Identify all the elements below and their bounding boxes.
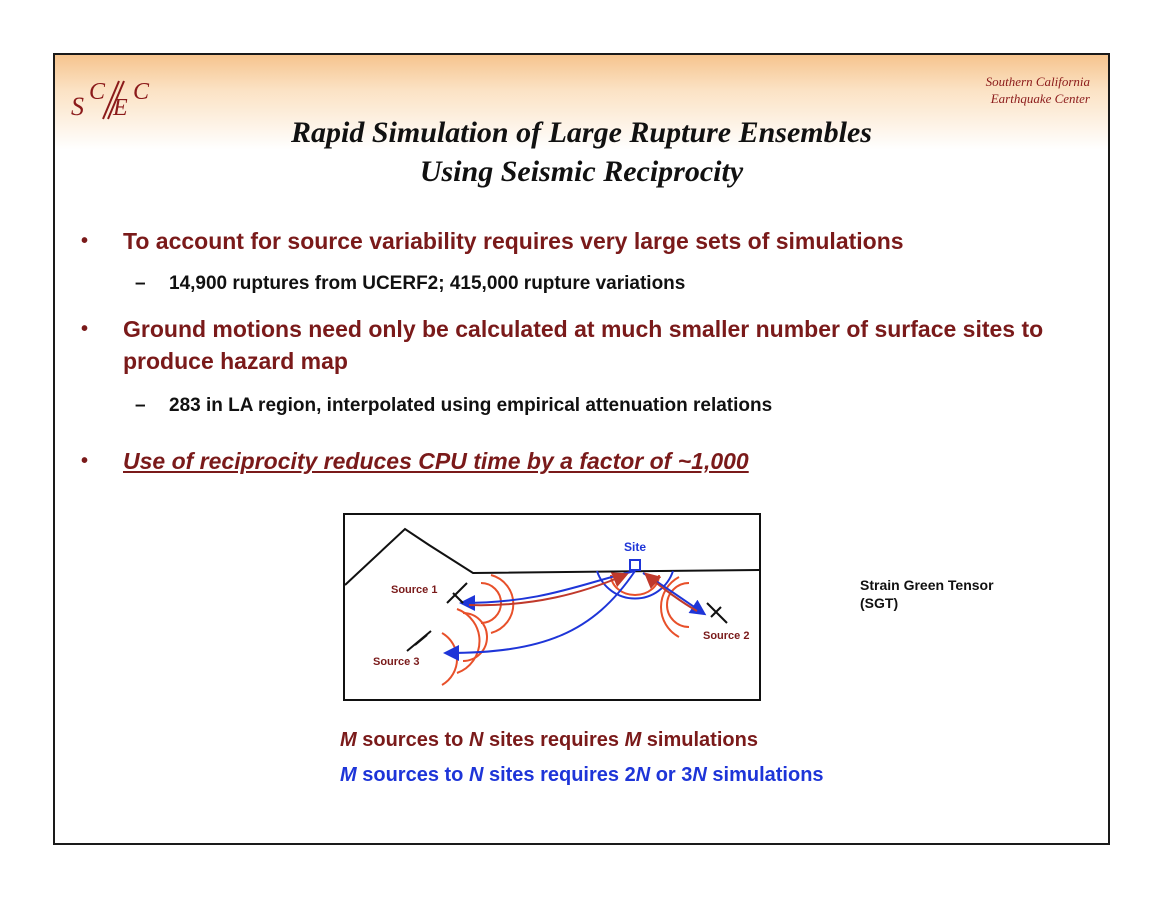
- logo-letter-e: E: [113, 95, 128, 121]
- reciprocity-diagram: [343, 513, 761, 701]
- bullet-marker: •: [81, 450, 89, 472]
- sgt-line2: (SGT): [860, 595, 899, 611]
- bullet-marker: •: [81, 230, 89, 252]
- site-label: Site: [623, 540, 647, 554]
- eq2-n3: N: [692, 764, 707, 786]
- equation-direct: [340, 727, 758, 753]
- reciprocity-diagram-svg: [343, 513, 761, 701]
- eq1-m: M: [340, 729, 357, 751]
- eq1-t2: sites requires: [483, 729, 625, 751]
- eq2-n2: N: [635, 764, 651, 786]
- bullet-text-underlined: Use of reciprocity reduces CPU time by a factor of ~1,000: [123, 448, 749, 474]
- eq2-t3: or 3: [650, 764, 693, 786]
- logo-letter-s: S: [71, 92, 84, 121]
- eq2-m: M: [340, 764, 357, 786]
- equation-reciprocal: [340, 762, 824, 788]
- eq1-n: N: [468, 729, 484, 751]
- logo-letter-c: C: [89, 79, 106, 105]
- eq1-t1: sources to: [356, 729, 469, 751]
- title-line1: Rapid Simulation of Large Rupture Ensembles: [291, 116, 872, 149]
- org-line2: Earthquake Center: [990, 91, 1090, 106]
- source2-label: Source 2: [703, 630, 750, 642]
- eq2-t4: simulations: [706, 764, 824, 786]
- sgt-line1: Strain Green Tensor: [860, 577, 994, 593]
- site-marker: [630, 560, 640, 570]
- logo-letter-c2: C: [133, 79, 150, 105]
- bullet-text: To account for source variability requires very large sets of simulations: [123, 228, 904, 254]
- sub-bullet-marker: –: [135, 273, 146, 294]
- sgt-caption: [860, 576, 994, 612]
- org-line1: Southern California: [985, 74, 1090, 89]
- eq2-n: N: [468, 764, 484, 786]
- sub-bullet-text: 283 in LA region, interpolated using empirical attenuation relations: [169, 395, 773, 416]
- eq1-t3: simulations: [641, 729, 758, 751]
- sub-bullet-marker: –: [135, 395, 146, 416]
- source1-label: Source 1: [391, 584, 438, 596]
- diagram-frame: [344, 514, 760, 700]
- bullet-marker: •: [81, 318, 89, 340]
- eq2-t2: sites requires 2: [483, 764, 636, 786]
- bullet-text: Ground motions need only be calculated at much smaller number of surface sites to produce hazard map: [123, 316, 1044, 374]
- slide-title: [55, 113, 1108, 191]
- title-line2: Using Seismic Reciprocity: [419, 155, 744, 188]
- eq2-t1: sources to: [356, 764, 469, 786]
- sub-bullet-text: 14,900 ruptures from UCERF2; 415,000 rupture variations: [169, 273, 686, 294]
- eq1-m2: M: [624, 729, 642, 751]
- organization-name: [986, 73, 1090, 107]
- source3-label: Source 3: [373, 656, 420, 668]
- slide: [53, 53, 1110, 845]
